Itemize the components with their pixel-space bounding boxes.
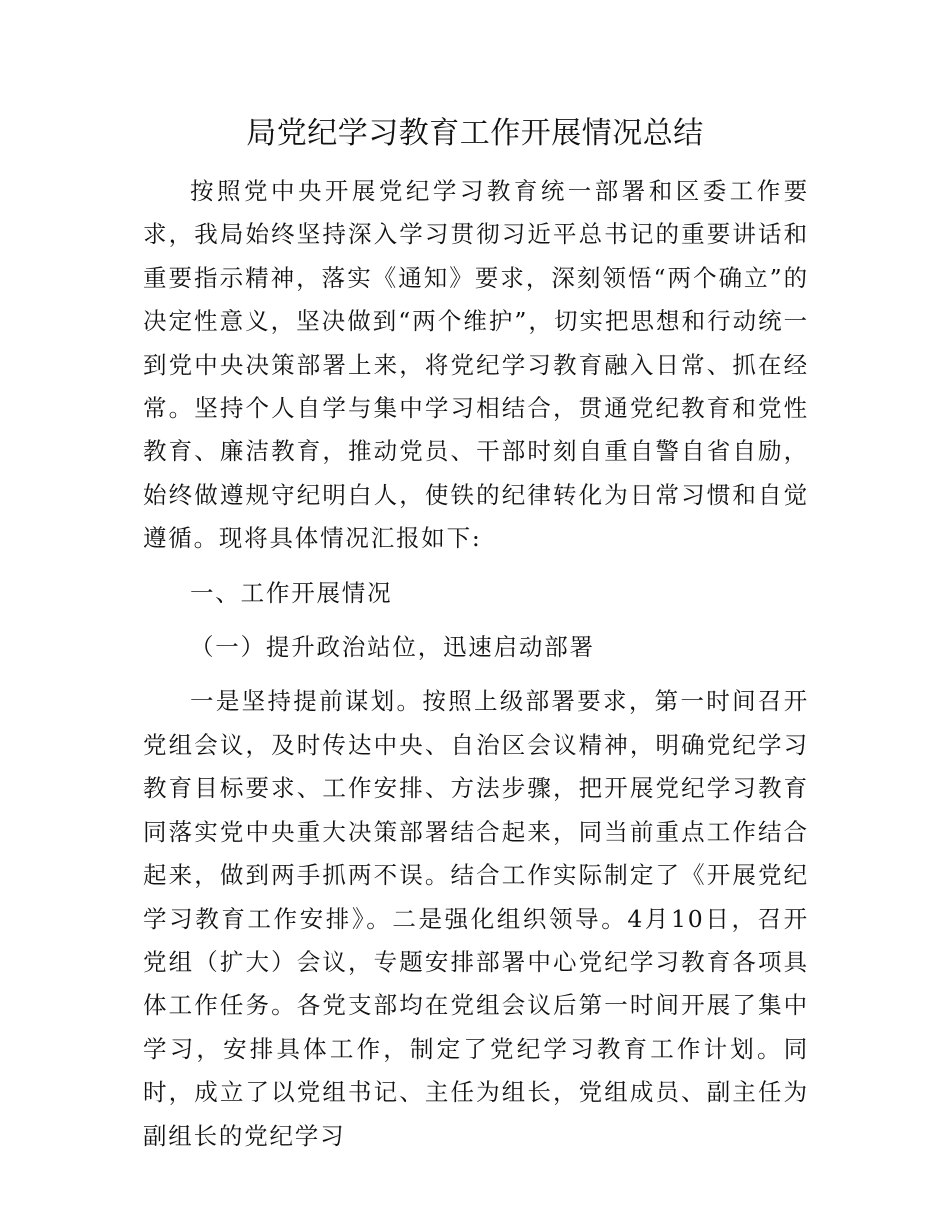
body-paragraph: 一是坚持提前谋划。按照上级部署要求，第一时间召开党组会议，及时传达中央、自治区会议精神，明确党纪学习教育目标要求、工作安排、方法步骤，把开展党纪学习教育同落实党中央重大决策部署结合起来，同当前重点工作结合起来，做到两手抓两不误。结合工作实际制定了《开展党纪学习教育工作安排》。二是强化组织领导。4月10日，召开党组（扩大）会议，专题安排部署中心党纪学习教育各项具体工作任务。各党支部均在党组会议后第一时间开展了集中学习，安排具体工作，制定了党纪学习教育工作计划。同时，成立了以党组书记、主任为组长，党组成员、副主任为副组长的党纪学习 <box>143 687 809 1150</box>
document-body <box>143 170 809 1158</box>
subsection-heading: （一）提升政治站位，迅速启动部署 <box>190 633 595 662</box>
section-heading: 一、工作开展情况 <box>190 578 393 607</box>
document-title: 局党纪学习教育工作开展情况总结 <box>246 116 704 151</box>
intro-paragraph: 按照党中央开展党纪学习教育统一部署和区委工作要求，我局始终坚持深入学习贯彻习近平总书记的重要讲话和重要指示精神，落实《通知》要求，深刻领悟“两个确立”的决定性意义，坚决做到“两个维护”，切实把思想和行动统一到党中央决策部署上来，将党纪学习教育融入日常、抓在经常。坚持个人自学与集中学习相结合，贯通党纪教育和党性教育、廉洁教育，推动党员、干部时刻自重自警自省自励，始终做遵规守纪明白人，使铁的纪律转化为日常习惯和自觉遵循。现将具体情况汇报如下: <box>143 177 809 553</box>
